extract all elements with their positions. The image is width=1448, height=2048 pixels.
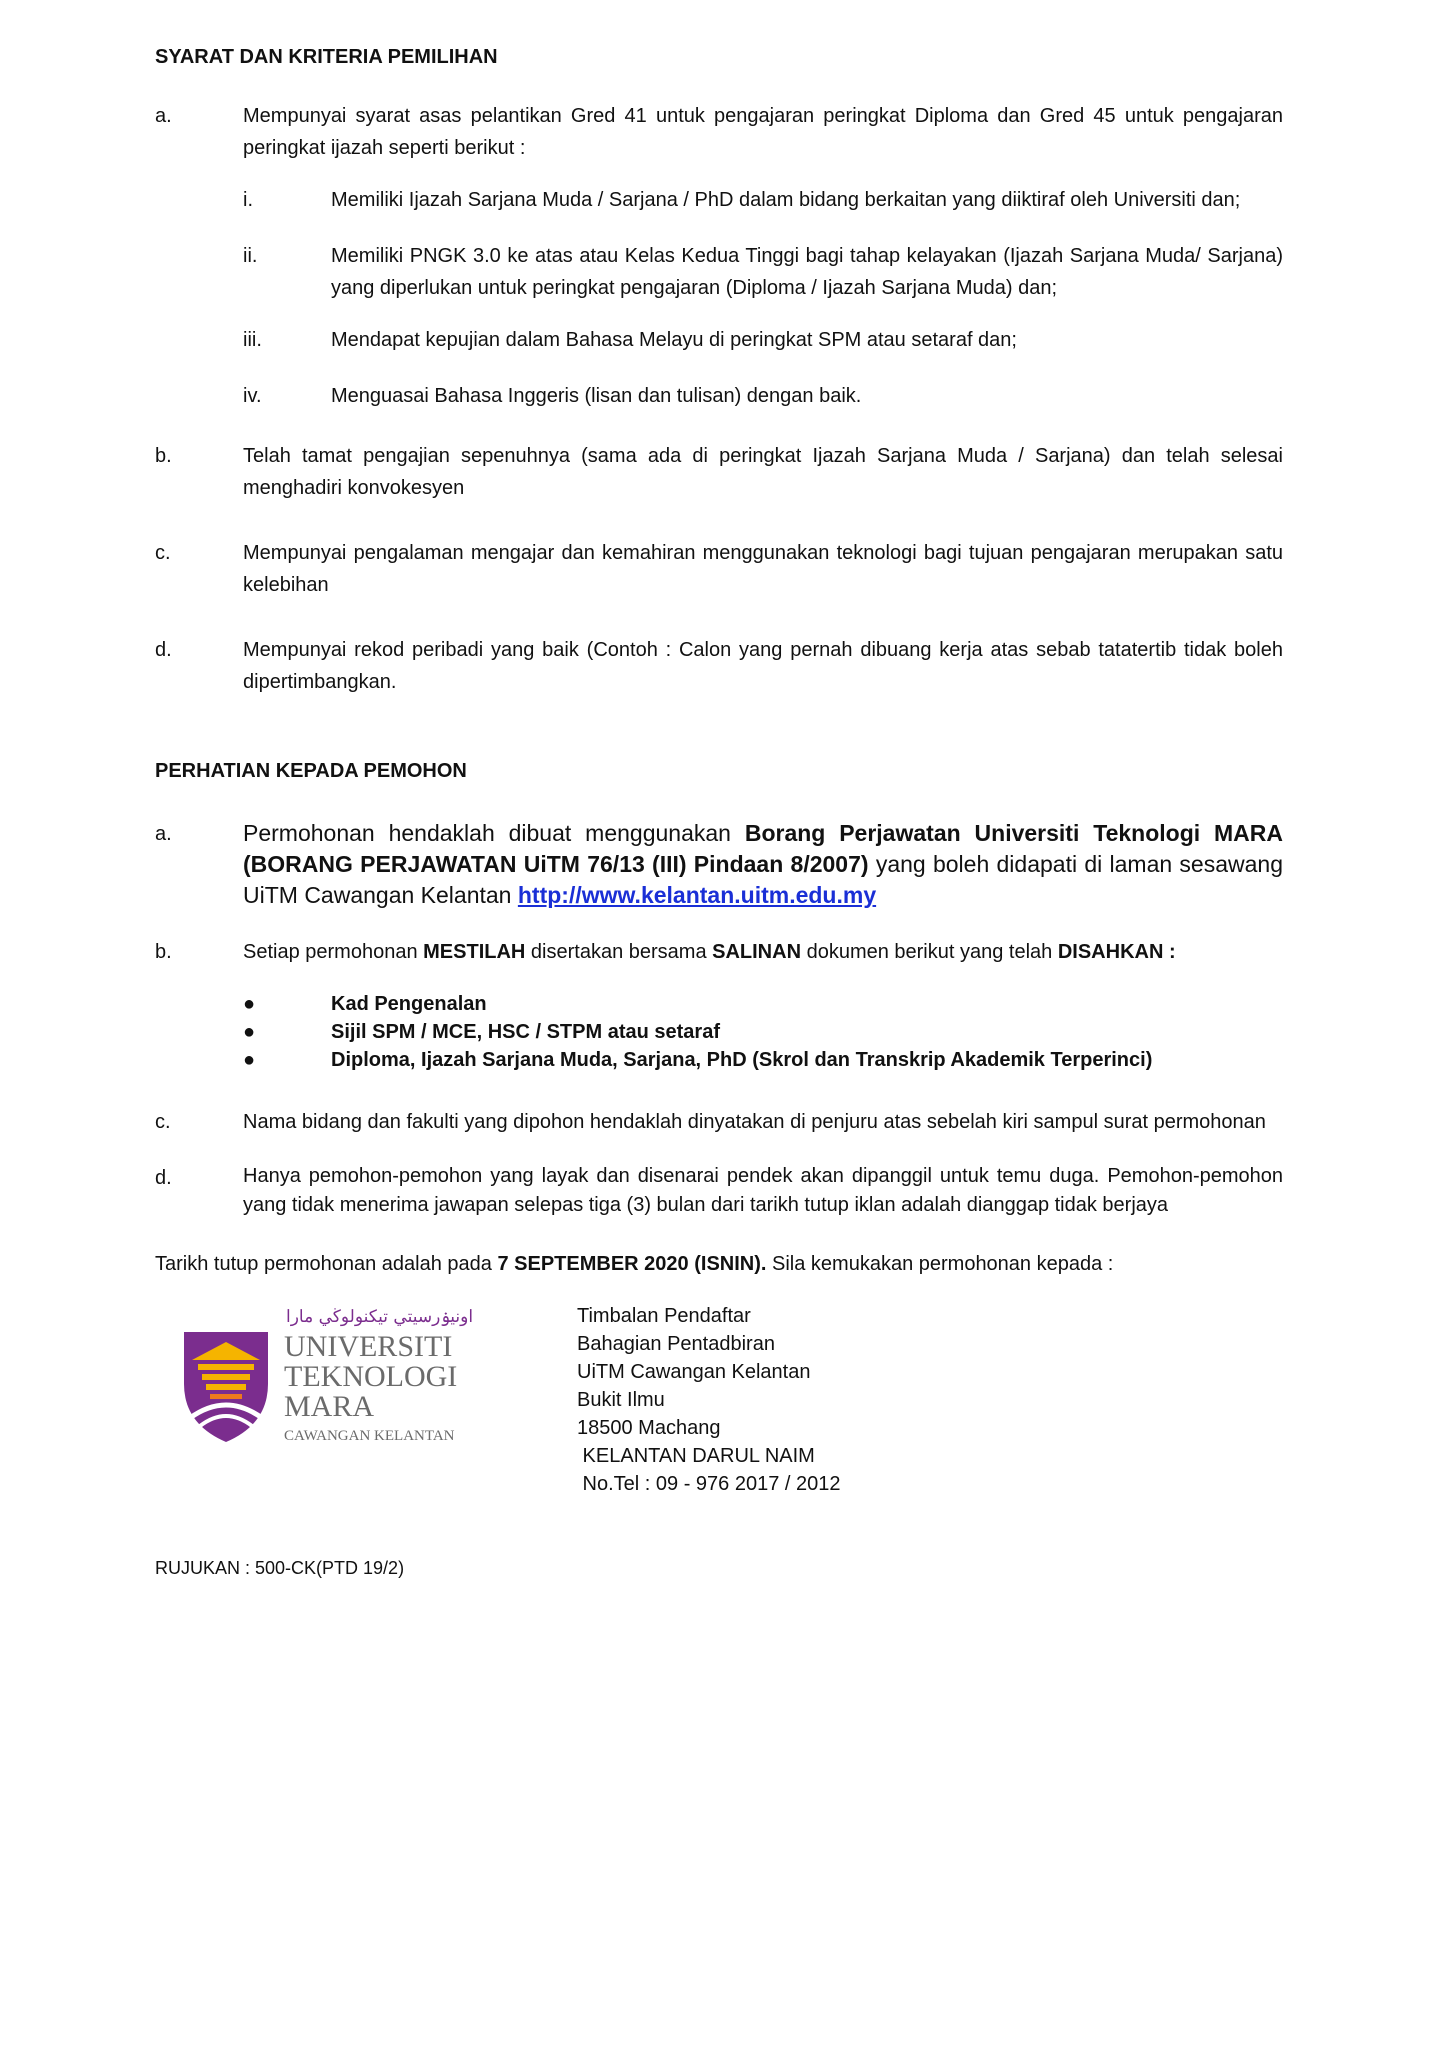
closing-post: Sila kemukakan permohonan kepada : [766,1253,1114,1275]
subitem-text-iv: Menguasai Bahasa Inggeris (lisan dan tulisan) dengan baik. [331,385,862,407]
address-line: Timbalan Pendaftar [577,1305,751,1327]
notice-b-mestilah: MESTILAH [423,941,526,963]
notice-b-part2: disertakan bersama [525,941,713,963]
notice-label-a: a. [155,823,172,845]
form-name: Borang Perjawatan Universiti Teknologi MARA (BORANG PERJAWATAN UiTM 76/13 (III) Pindaan 8/2007) [243,820,1284,877]
logo-arabic-script: اونيۏرسيتي تيكنولوڬي مارا [286,1307,474,1327]
subitem-text-ii: Memiliki PNGK 3.0 ke atas atau Kelas Kedua Tinggi bagi tahap kelayakan (Ijazah Sarjana Muda/ Sarjana) yang diperlukan untuk peringkat pengajaran (Diploma / Ijazah Sarjana Muda) dan; [331,245,1283,299]
uitm-crest-icon [176,1326,276,1446]
notice-text-b [243,936,1283,968]
notice-b-disahkan: DISAHKAN : [1057,941,1176,963]
subitem-label-iv: iv. [243,385,262,407]
bullet-item: Diploma, Ijazah Sarjana Muda, Sarjana, PhD (Skrol dan Transkrip Akademik Terperinci) [331,1049,1153,1071]
uitm-logo [176,1306,496,1456]
notice-label-d: d. [155,1167,172,1189]
notice-b-part3: dokumen berikut yang telah [801,941,1058,963]
item-label-d: d. [155,639,172,661]
notice-label-c: c. [155,1111,171,1133]
address-block [577,1302,841,1498]
website-link[interactable]: http://www.kelantan.uitm.edu.my [517,882,877,908]
logo-line-teknologi: TEKNOLOGI [284,1360,458,1393]
item-text-d: Mempunyai rekod peribadi yang baik (Contoh : Calon yang pernah dibuang kerja atas sebab tatatertib tidak boleh dipertimbangkan. [243,639,1283,693]
notice-text-d: Hanya pemohon-pemohon yang layak dan disenarai pendek akan dipanggil untuk temu duga. Pemohon-pemohon yang tidak menerima jawapan selepas tiga (3) bulan dari tarikh tutup iklan adalah dianggap tidak berjaya [243,1165,1283,1216]
notice-a-post: yang boleh didapati di laman sesawang UiTM Cawangan Kelantan [243,851,1283,908]
subitem-label-i: i. [243,189,253,211]
address-line: Bahagian Pentadbiran [577,1333,775,1355]
notice-b-part1: Setiap permohonan [243,941,424,963]
address-line: UiTM Cawangan Kelantan [577,1361,811,1383]
address-line: No.Tel : 09 - 976 2017 / 2012 [577,1473,841,1495]
bullet-icon: ● [243,1021,256,1043]
item-label-c: c. [155,542,171,564]
notice-text-c: Nama bidang dan fakulti yang dipohon hendaklah dinyatakan di penjuru atas sebelah kiri sampul surat permohonan [243,1111,1266,1133]
item-text-b: Telah tamat pengajian sepenuhnya (sama ada di peringkat Ijazah Sarjana Muda / Sarjana) dan telah selesai menghadiri konvokesyen [243,445,1283,499]
address-line: KELANTAN DARUL NAIM [577,1445,815,1467]
subitem-label-ii: ii. [243,245,258,267]
section-heading-perhatian: PERHATIAN KEPADA PEMOHON [155,760,467,782]
subitem-label-iii: iii. [243,329,262,351]
item-text-a: Mempunyai syarat asas pelantikan Gred 41 untuk pengajaran peringkat Diploma dan Gred 45 untuk pengajaran peringkat ijazah seperti berikut : [243,105,1283,159]
address-line: Bukit Ilmu [577,1389,665,1411]
notice-label-b: b. [155,941,172,963]
closing-date: 7 SEPTEMBER 2020 (ISNIN). [497,1253,767,1275]
bullet-item: Sijil SPM / MCE, HSC / STPM atau setaraf [331,1021,720,1043]
notice-text-a [243,818,1283,911]
logo-line-universiti: UNIVERSITI [284,1330,453,1363]
item-text-c: Mempunyai pengalaman mengajar dan kemahiran menggunakan teknologi bagi tujuan pengajaran merupakan satu kelebihan [243,542,1283,596]
notice-a-pre: Permohonan hendaklah dibuat menggunakan [243,820,745,846]
item-label-a: a. [155,105,172,127]
closing-statement [155,1248,1285,1280]
bullet-item: Kad Pengenalan [331,993,487,1015]
bullet-icon: ● [243,1049,256,1071]
subitem-text-i: Memiliki Ijazah Sarjana Muda / Sarjana / PhD dalam bidang berkaitan yang diiktiraf oleh Universiti dan; [331,189,1241,211]
subitem-text-iii: Mendapat kepujian dalam Bahasa Melayu di peringkat SPM atau setaraf dan; [331,329,1017,351]
reference-number: RUJUKAN : 500-CK(PTD 19/2) [155,1558,405,1578]
section-heading-syarat: SYARAT DAN KRITERIA PEMILIHAN [155,46,498,68]
item-label-b: b. [155,445,172,467]
bullet-icon: ● [243,993,256,1015]
notice-b-salinan: SALINAN [712,941,802,963]
logo-line-cawangan: CAWANGAN KELANTAN [284,1428,455,1444]
logo-line-mara: MARA [284,1390,375,1423]
address-line: 18500 Machang [577,1417,721,1439]
closing-pre: Tarikh tutup permohonan adalah pada [155,1253,498,1275]
